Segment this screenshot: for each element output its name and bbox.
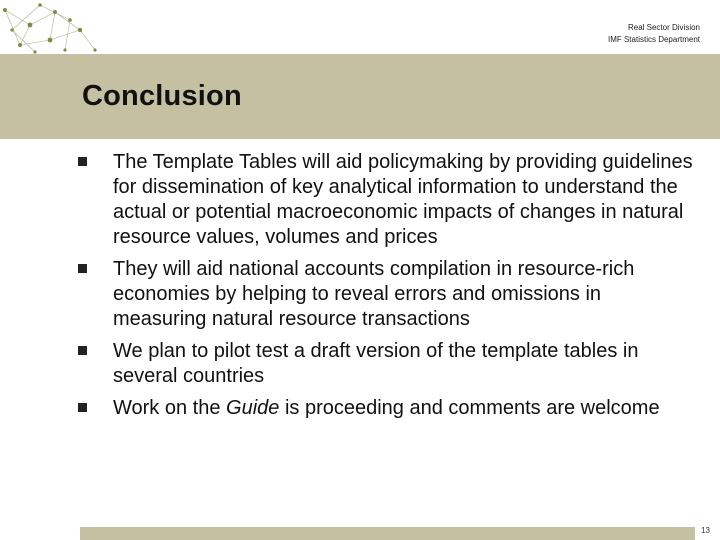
bullet-text-before: Work on the	[113, 397, 227, 419]
page-number: 13	[701, 526, 710, 535]
square-bullet-icon	[78, 403, 87, 412]
bullet-text-after: is proceeding and comments are welcome	[279, 397, 660, 419]
bullet-text: We plan to pilot test a draft version of the template tables in several countries	[113, 340, 639, 387]
network-logo	[0, 0, 100, 56]
department-header	[608, 22, 700, 46]
square-bullet-icon	[78, 157, 87, 166]
bullet-text: The Template Tables will aid policymaking by providing guidelines for dissemination of key analytical information to understand the actual or potential macroeconomic impacts of changes in natural resource values, volumes and prices	[113, 151, 693, 248]
department-name: IMF Statistics Department	[607, 35, 700, 44]
footer-bar	[80, 527, 695, 540]
bullet-item	[78, 150, 698, 250]
division-name: Real Sector Division	[627, 23, 700, 32]
bullet-item	[78, 257, 698, 332]
guide-emphasis: Guide	[226, 397, 280, 419]
square-bullet-icon	[78, 346, 87, 355]
bullet-text: They will aid national accounts compilation in resource-rich economies by helping to reveal errors and omissions in measuring natural resource transactions	[113, 258, 635, 330]
bullet-item	[78, 396, 698, 421]
square-bullet-icon	[78, 264, 87, 273]
bullet-list	[78, 150, 698, 428]
slide-title: Conclusion	[82, 80, 242, 112]
bullet-item	[78, 339, 698, 389]
